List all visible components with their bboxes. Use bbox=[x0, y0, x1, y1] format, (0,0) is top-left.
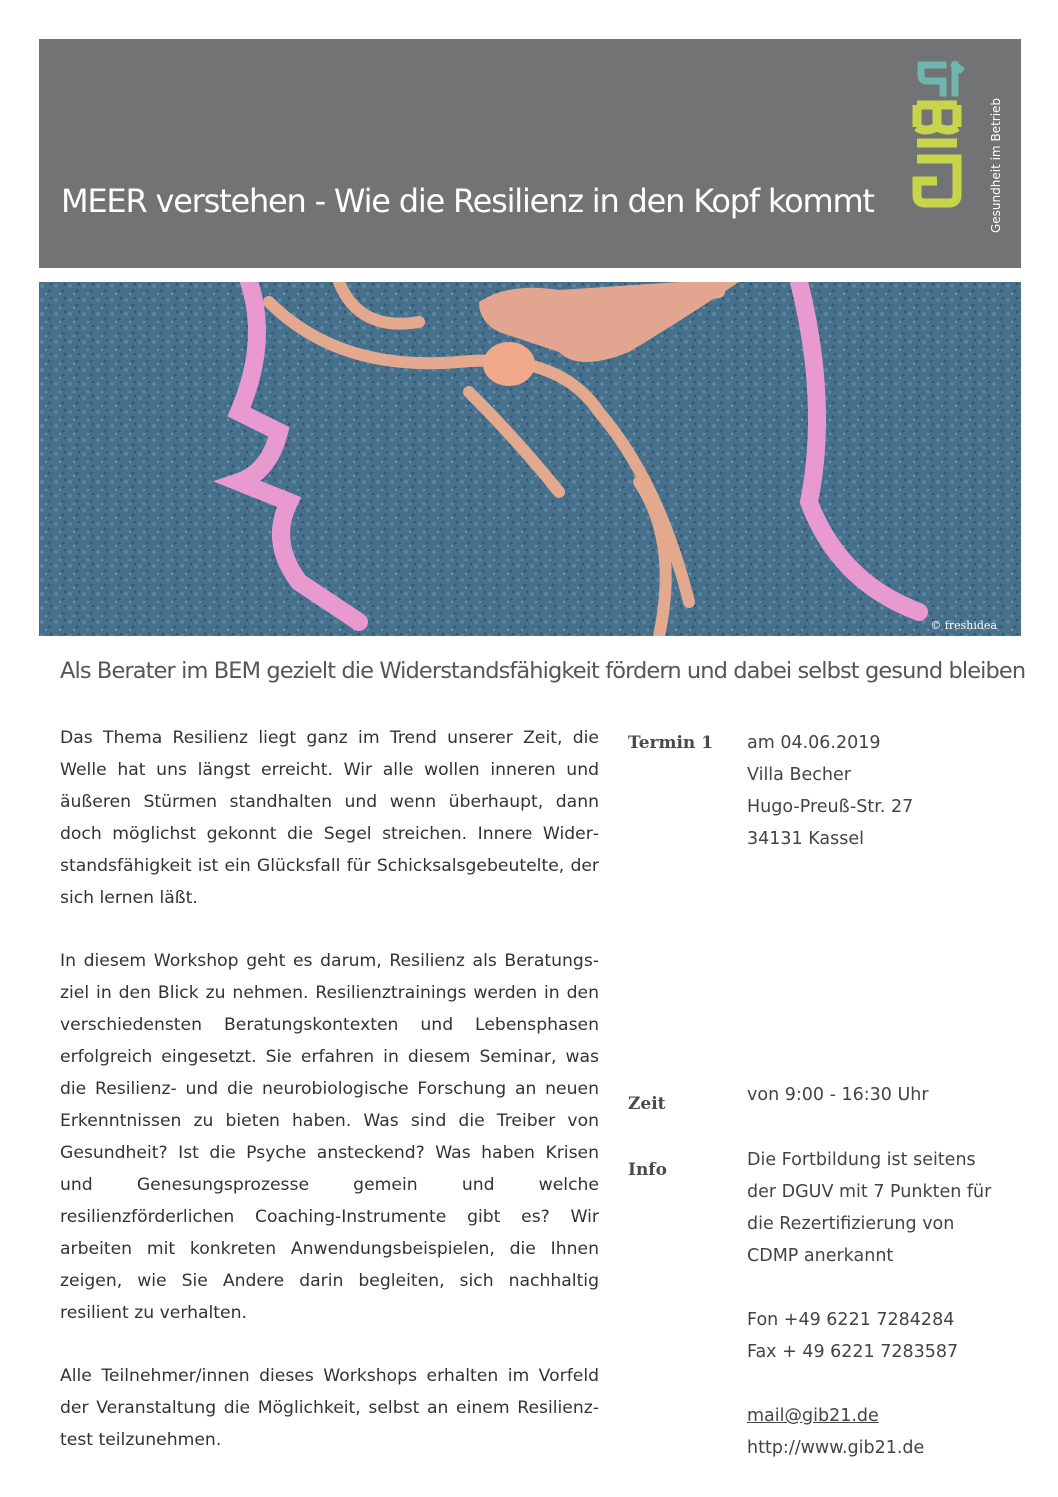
logo-mark-gib bbox=[917, 105, 957, 203]
termin-label: Termin 1 bbox=[628, 733, 714, 753]
fax-number: Fax + 49 6221 7283587 bbox=[747, 1342, 959, 1362]
info-line-4: CDMP anerkannt bbox=[747, 1246, 894, 1266]
zeit-value bbox=[747, 1079, 1017, 1111]
photo-credit: © freshidea bbox=[930, 619, 997, 632]
termin-city: 34131 Kassel bbox=[747, 829, 864, 849]
info-label: Info bbox=[628, 1160, 667, 1180]
website-url[interactable]: http://www.gib21.de bbox=[747, 1438, 925, 1458]
body-text bbox=[60, 722, 599, 1487]
termin-date: am 04.06.2019 bbox=[747, 733, 881, 753]
zeit-text: von 9:00 - 16:30 Uhr bbox=[747, 1085, 929, 1105]
paragraph-workshop: In diesem Workshop geht es darum, Resilienz als Beratungsziel in den Blick zu nehmen. Resilienztrainings werden in den verschiedensten Beratungskontexten und Lebensphasen erfolgreich eingesetzt. Sie erfahren in diesem Seminar, was die Resilienz- und die neurobiologische Forschung an neuen Erkenntnissen zu bieten haben. Was sind die Treiber von Gesundheit? Ist die Psyche ansteckend? Was haben Krisen und Genesungsprozesse gemein und welche resilienzförderlichen Coaching-Instrumente gibt es? Wir arbeiten mit konkreten Anwendungsbeispielen, die Ihnen zeigen, wie Sie Andere darin begleiten, sich nachhaltig resilient zu verhalten. bbox=[60, 951, 599, 1323]
subtitle: Als Berater im BEM gezielt die Widerstandsfähigkeit fördern und dabei selbst gesund bleiben bbox=[60, 658, 1026, 684]
logo-number-21 bbox=[921, 65, 960, 93]
info-line-1: Die Fortbildung ist seitens bbox=[747, 1150, 976, 1170]
termin-venue: Villa Becher bbox=[747, 765, 851, 785]
termin-street: Hugo-Preuß-Str. 27 bbox=[747, 797, 914, 817]
info-details bbox=[747, 1144, 1017, 1464]
logo-tagline: Gesundheit im Betrieb bbox=[989, 97, 1003, 233]
info-line-2: der DGUV mit 7 Punkten für bbox=[747, 1182, 992, 1202]
hero-image bbox=[39, 282, 1021, 636]
paragraph-test: Alle Teilnehmer/innen dieses Workshops erhalten im Vorfeld der Veranstaltung die Möglichkeit, selbst an einem Resilienztest teilzunehmen. bbox=[60, 1366, 599, 1450]
termin-details bbox=[747, 727, 1017, 855]
page-title: MEER verstehen - Wie die Resilienz in den Kopf kommt bbox=[61, 182, 874, 220]
chalk-stick bbox=[483, 342, 535, 386]
info-line-3: die Rezertifizierung von bbox=[747, 1214, 955, 1234]
phone-number: Fon +49 6221 7284284 bbox=[747, 1310, 955, 1330]
paragraph-intro: Das Thema Resilienz liegt ganz im Trend unserer Zeit, die Welle hat uns längst erreicht. Wir alle wollen inneren und äußeren Stürmen standhalten und wenn überhaupt, dann doch möglichst gekonnt die Segel streichen. Innere Widerstandsfähigkeit ist ein Glücksfall für Schicksalsgebeutelte, der sich lernen läßt. bbox=[60, 728, 599, 908]
header-banner bbox=[39, 39, 1021, 268]
email-link[interactable]: mail@gib21.de bbox=[747, 1406, 879, 1426]
zeit-label: Zeit bbox=[628, 1094, 666, 1114]
gib21-logo bbox=[905, 55, 1005, 250]
